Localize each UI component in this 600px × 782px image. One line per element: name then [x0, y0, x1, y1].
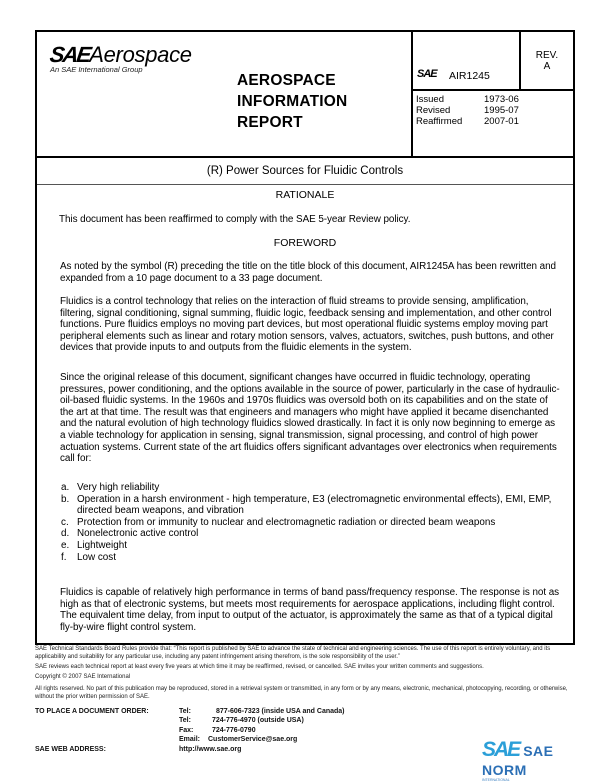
- sae-norm-text: SAE NORM: [482, 743, 554, 778]
- list-text: Low cost: [77, 551, 116, 563]
- logo-tagline: An SAE International Group: [50, 65, 143, 74]
- logo-cell: [37, 32, 413, 156]
- list-text: Operation in a harsh environment - high temperature, E3 (electromagnetic environmental effects), EMI, EMP, directed beam weapons, and vibration: [77, 493, 552, 517]
- order-key: Tel:: [179, 717, 191, 725]
- document-number: AIR1245: [449, 70, 490, 82]
- order-phone-domestic: 877-606-7323 (inside USA and Canada): [216, 708, 345, 715]
- rationale-heading: RATIONALE: [275, 189, 335, 201]
- report-type-title: [237, 70, 347, 133]
- date-label: Reaffirmed: [416, 116, 463, 127]
- date-row: [416, 105, 519, 116]
- report-title-line: INFORMATION: [237, 93, 348, 110]
- list-marker: e.: [61, 539, 70, 551]
- list-item: [61, 482, 561, 494]
- document-frame: [35, 30, 575, 645]
- list-marker: a.: [61, 482, 70, 493]
- logo-product: Aerospace: [89, 42, 192, 67]
- date-label: Revised: [416, 105, 451, 116]
- foreword-heading: FOREWORD: [273, 237, 337, 249]
- sae-mark-icon: SAE: [417, 68, 437, 80]
- list-marker: b.: [61, 493, 70, 505]
- logo-brand: SAE: [48, 42, 92, 67]
- order-fax: 724-776-0790: [212, 726, 256, 734]
- list-marker: f.: [61, 551, 67, 563]
- order-email-link[interactable]: CustomerService@sae.org: [208, 736, 298, 744]
- requirements-list: [61, 482, 561, 563]
- list-text: Protection from or immunity to nuclear and electromagnetic radiation or directed beam weapons: [77, 516, 496, 528]
- list-marker: c.: [61, 516, 69, 528]
- order-label: TO PLACE A DOCUMENT ORDER:: [35, 708, 149, 715]
- report-title-line: REPORT: [237, 114, 303, 131]
- title-block: [37, 32, 573, 158]
- date-row: [416, 94, 519, 105]
- list-item: [61, 494, 561, 517]
- list-text: Very high reliability: [77, 482, 160, 493]
- sae-norm-watermark: [482, 738, 600, 782]
- date-value: 1995-07: [484, 105, 519, 116]
- footer-review: SAE reviews each technical report at least every five years at which time it may be reaffirmed, revised, or cancelled. SAE invites your written comments and suggestions.: [35, 664, 484, 670]
- list-item: [61, 552, 561, 564]
- list-text: Nonelectronic active control: [77, 528, 199, 540]
- date-label: Issued: [416, 94, 444, 105]
- foreword-paragraph: Since the original release of this document, significant changes have occurred in fluidic technology, operating pressures, power conditioning, and the options available in the source of power, particularly in the case of hydraulic-oil-based fluidic systems. In the 1960s and 1970s fluidics was oversold both on its capabilities and on the state of the art at that time. The result was that engineers and managers who might have applied it became disenchanted and the natural evolution of high technology fluidics slowed drastically. In fact it is only now beginning to emerge as a viable technology for application in sensing, signal transmission, signal processing, and control of high power actuation systems. Current state of the art fluidics offers significant advantages over electronics when requirements call for:: [60, 372, 560, 465]
- rationale-text: This document has been reaffirmed to comply with the SAE 5-year Review policy.: [59, 214, 411, 225]
- date-value: 2007-01: [484, 116, 519, 127]
- sae-norm-subtext: INTERNATIONAL: [482, 778, 510, 782]
- report-title-line: AEROSPACE: [237, 72, 336, 89]
- date-value: 1973-06: [484, 94, 519, 105]
- revision-cell: [521, 32, 573, 91]
- revision-value: A: [543, 61, 551, 72]
- document-title: (R) Power Sources for Fluidic Controls: [37, 158, 573, 185]
- order-phone-intl: 724-776-4970 (outside USA): [212, 717, 304, 725]
- revision-label: REV.: [535, 50, 559, 61]
- web-address-link[interactable]: http://www.sae.org: [179, 745, 242, 753]
- foreword-paragraph: Fluidics is a control technology that relies on the interaction of fluid streams to provide sensing, amplification, filtering, signal conditioning, signal summing, fluidic logic, feedback sensing and implementation, and other control functions. Pure fluidics employs no moving part devices, but most operational fluidic systems employ moving part peripheral elements such as linear and rotary motion sensors, valves, actuators, switches, push buttons, and other devices that provide inputs to and outputs from the fluidic elements in the system.: [60, 296, 554, 354]
- footer-copyright: Copyright © 2007 SAE International: [35, 674, 131, 680]
- order-key: Email:: [179, 736, 201, 744]
- foreword-paragraph: As noted by the symbol (R) preceding the title on the title block of this document, AIR1245A has been rewritten and expanded from a 10 page document to a 33 page document.: [60, 261, 556, 284]
- document-number-cell: [413, 32, 521, 91]
- dates-cell: [413, 91, 573, 156]
- footer-rules: SAE Technical Standards Board Rules provide that: “This report is published by SAE to advance the state of technical and engineering sciences. The use of this report is entirely voluntary, and its applicability and suitability for any particular use, including any patent infringement arising therefrom, is the sole responsibility of the user.”: [35, 646, 551, 660]
- list-item: [61, 540, 561, 552]
- date-row: [416, 116, 519, 127]
- order-key: Tel:: [179, 708, 191, 715]
- list-item: [61, 528, 561, 540]
- sae-norm-logo-icon: SAE: [482, 738, 520, 761]
- foreword-closing: Fluidics is capable of relatively high performance in terms of band pass/frequency response. The response is not as high as that of electronic systems, but meets most requirements for aerospace applications, including flight control. The equivalent time delay, from input to output of the actuator, is approximately the same as that of a typical digital fly-by-wire flight control system.: [60, 587, 560, 633]
- list-text: Lightweight: [77, 539, 127, 551]
- list-item: [61, 517, 561, 529]
- dates-table: [416, 94, 519, 127]
- web-address-label: SAE WEB ADDRESS:: [35, 745, 106, 753]
- sae-aerospace-logo: [50, 42, 192, 74]
- list-marker: d.: [61, 528, 70, 540]
- order-key: Fax:: [179, 726, 194, 734]
- footer-rights: All rights reserved. No part of this publication may be reproduced, stored in a retrieval system or transmitted, in any form or by any means, electronic, mechanical, photocopying, recording, or otherwise, without the prior written permission of SAE.: [35, 686, 568, 700]
